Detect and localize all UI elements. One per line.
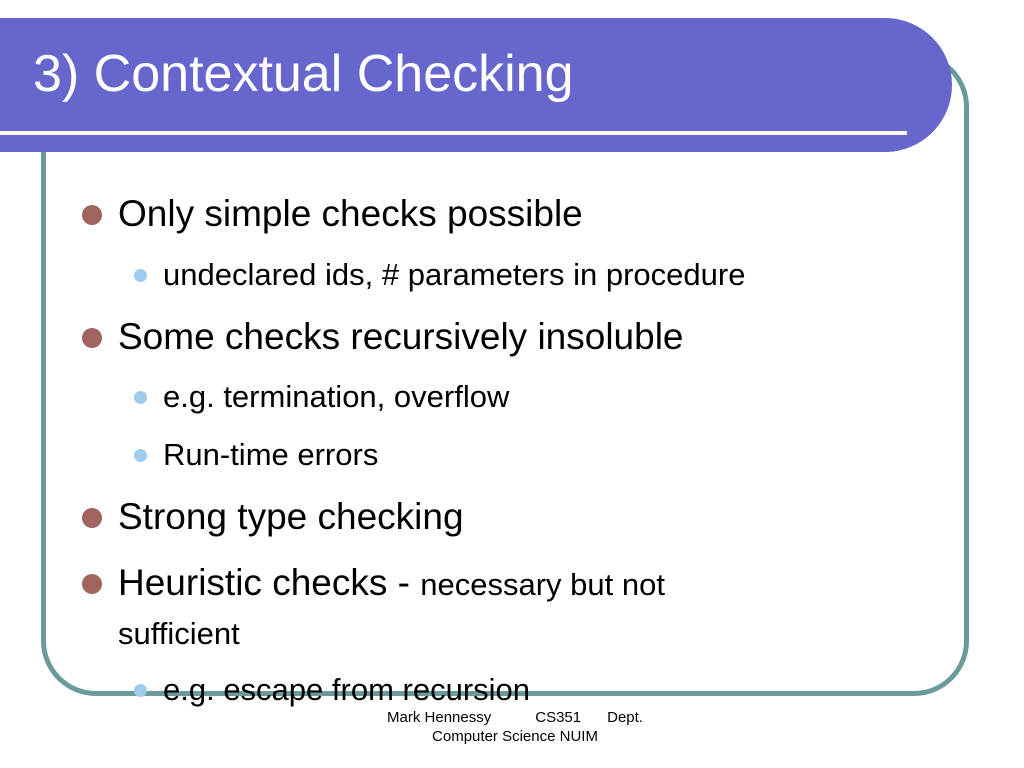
bullet-dot-icon bbox=[82, 508, 102, 528]
sub-bullet-text: Run-time errors bbox=[163, 437, 379, 472]
sub-bullet-dot-icon bbox=[134, 269, 147, 282]
bullet-level2 bbox=[163, 672, 530, 708]
sub-bullet-dot-icon bbox=[134, 449, 147, 462]
bullet-text: Only simple checks possible bbox=[118, 193, 583, 234]
footer-course: CS351 bbox=[535, 709, 582, 726]
footer-dept-prefix: Dept. bbox=[607, 709, 643, 726]
bullet-level1 bbox=[118, 562, 665, 606]
bullet-continuation: sufficient bbox=[118, 616, 240, 651]
footer-line1 bbox=[350, 708, 680, 727]
bullet-level2 bbox=[163, 257, 745, 293]
slide-footer bbox=[350, 708, 680, 746]
bullet-dot-icon bbox=[82, 574, 102, 594]
sub-bullet-text: e.g. termination, overflow bbox=[163, 379, 510, 414]
bullet-dot-icon bbox=[82, 328, 102, 348]
bullet-level1 bbox=[118, 496, 464, 538]
bullet-level2 bbox=[163, 379, 509, 415]
bullet-level1 bbox=[118, 316, 684, 358]
sub-bullet-dot-icon bbox=[134, 391, 147, 404]
bullet-dot-icon bbox=[82, 205, 102, 225]
bullet-text: Some checks recursively insoluble bbox=[118, 316, 684, 357]
bullet-text: Heuristic checks - bbox=[118, 562, 421, 603]
footer-author: Mark Hennessy bbox=[387, 709, 492, 726]
sub-bullet-text: e.g. escape from recursion bbox=[163, 672, 531, 707]
slide-title: 3) Contextual Checking bbox=[33, 45, 574, 103]
footer-line2: Computer Science NUIM bbox=[432, 728, 598, 745]
sub-bullet-dot-icon bbox=[134, 684, 147, 697]
bullet-level1 bbox=[118, 193, 583, 235]
bullet-level2 bbox=[163, 437, 378, 473]
bullet-text: Strong type checking bbox=[118, 496, 464, 537]
sub-bullet-text: undeclared ids, # parameters in procedure bbox=[163, 257, 746, 292]
bullet-text-small: necessary but not bbox=[420, 567, 665, 602]
